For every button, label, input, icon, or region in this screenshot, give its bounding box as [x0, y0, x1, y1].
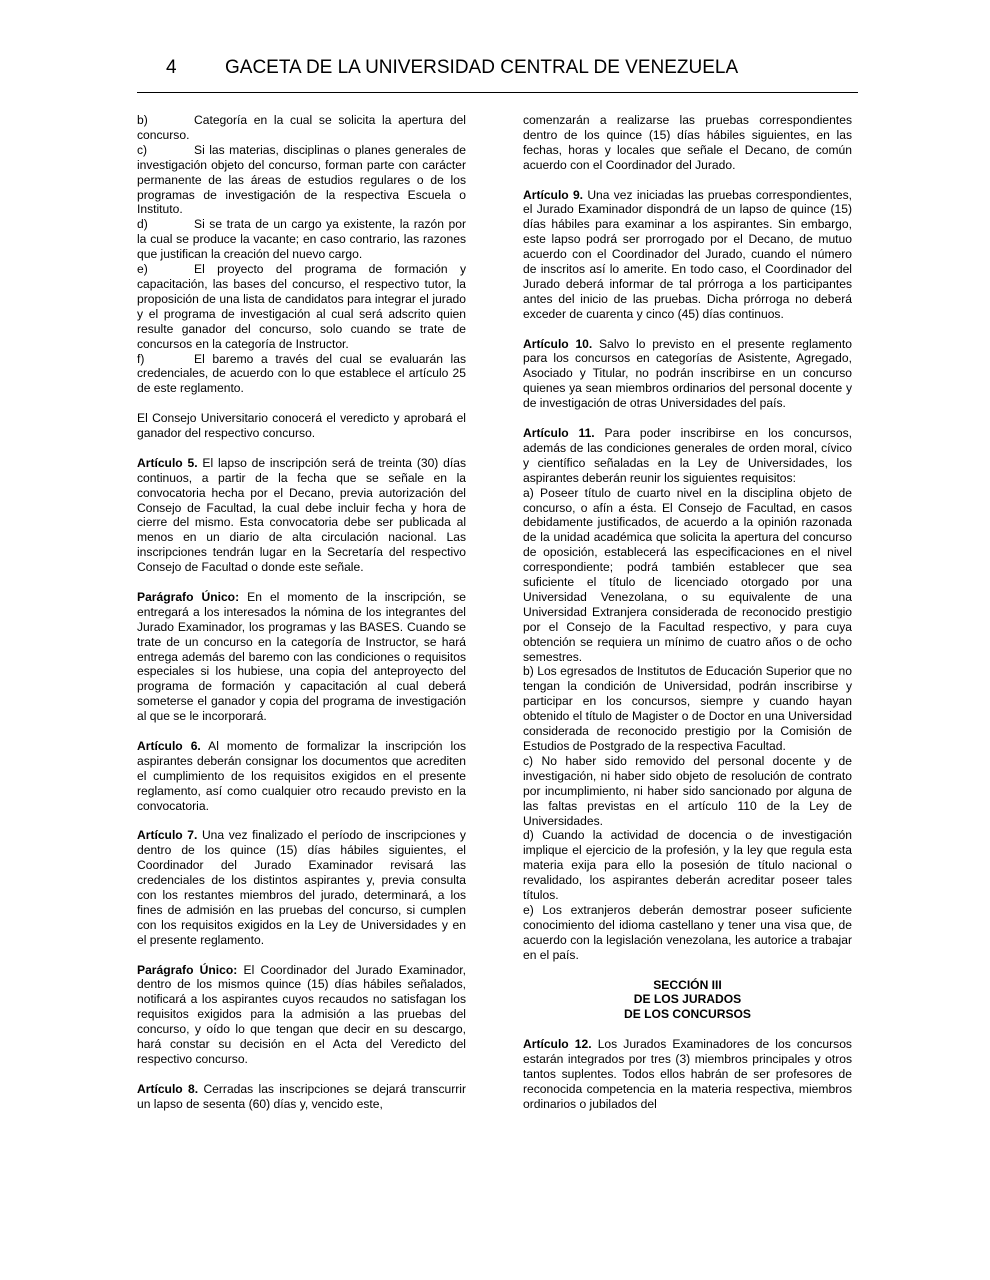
requirement-d: d) Cuando la actividad de docencia o de investigación implique el ejercicio de la profesión, y la ley que regula esta materia exija para ello la posesión de título nacional o revalidado, los aspirantes deberán acreditar poseer tales títulos. [523, 828, 852, 903]
article-heading: Artículo 7. [137, 828, 198, 843]
article-text: El Coordinador del Jurado Examinador, dentro de los mismos quince (15) días hábiles señalados, notificará a los aspirantes cuyos recaudos no satisfagan los requisitos exigidos para la admisión a las pruebas del concurso, y oído lo que tengan que decir en su descargo, hará constar su decisión en el Acta del Veredicto del respectivo concurso. [137, 962, 466, 1066]
left-column [137, 113, 466, 1112]
page-number: 4 [166, 57, 177, 78]
requirement-b: b) Los egresados de Institutos de Educación Superior que no tengan la condición de Universidad, podrán inscribirse y participar en los concursos, siempre y cuando hayan obtenido el título de Magister o de Doctor en una Universidad considerada de reconocido prestigio por la Comisión de Estudios de Postgrado de la respectiva Facultad. [523, 664, 852, 754]
article-text: El lapso de inscripción será de treinta (30) días continuos, a partir de la fecha que se señale en la convocatoria hecha por el Decano, previa autorización del Consejo de Facultad, la cual debe incluir fecha y hora de cierre del mismo. Esta convocatoria debe ser publicada al menos en un diario de alta circulación nacional. Las inscripciones tendrán lugar en la Secretaría del respectivo Consejo de Facultad o donde este señale. [137, 455, 466, 575]
right-column [523, 113, 852, 1112]
section-title-line-2: DE LOS CONCURSOS [624, 1007, 751, 1022]
article-8-continuation: comenzarán a realizarse las pruebas correspondientes dentro de los quince (15) días hábiles siguientes, en las fechas, horas y locales que señale el Decano, de común acuerdo con el Coordinador del Jurado. [523, 113, 852, 172]
article-text: Al momento de formalizar la inscripción los aspirantes deberán consignar los documentos que acrediten el cumplimiento de los requisitos exigidos en el presente reglamento, así como cualquier otro recaudo previsto en la convocatoria. [137, 739, 466, 813]
article-heading: Artículo 9. [523, 187, 584, 202]
paragraph-unico-5 [137, 590, 466, 724]
section-heading [523, 978, 852, 1023]
requirement-e: e) Los extranjeros deberán demostrar poseer suficiente conocimiento del idioma castellano y tener una visa que, de acuerdo con la legislación venezolana, les autorice a trabajar en el país. [523, 902, 852, 962]
article-12 [523, 1037, 852, 1112]
article-heading: Artículo 12. [523, 1037, 592, 1052]
article-text: Una vez iniciadas las pruebas correspondientes, el Jurado Examinador dispondrá de un lapso de quince (15) días hábiles para examinar a los aspirantes. Sin embargo, este lapso podrá ser prorrogado por el Decano, de mutuo acuerdo con el Coordinador del Jurado, cuando el número de inscritos así lo amerite. En todo caso, el Coordinador del Jurado deberá informar de tal prórroga a los participantes antes del inicio de las pruebas. Dicha prórroga no deberá exceder de cuarenta y cinco (45) días continuos. [523, 187, 852, 321]
publication-title: GACETA DE LA UNIVERSIDAD CENTRAL DE VENEZUELA [225, 57, 739, 78]
list-item-f [137, 352, 466, 397]
article-5 [137, 456, 466, 575]
list-item-d [137, 217, 466, 262]
item-label: d) [137, 217, 148, 232]
article-heading: Artículo 10. [523, 336, 593, 351]
article-8 [137, 1082, 466, 1112]
article-text: Los Jurados Examinadores de los concursos estarán integrados por tres (3) miembros principales y otros tantos suplentes. Todos ellos habrán de ser profesores de reconocida competencia en la materia respectiva, miembros ordinarios o jubilados del [523, 1037, 852, 1111]
article-heading: Artículo 11. [523, 425, 595, 440]
article-11 [523, 426, 852, 486]
list-item-e [137, 262, 466, 351]
list-item-b [137, 113, 466, 143]
item-label: e) [137, 262, 148, 277]
article-text: Para poder inscribirse en los concursos, además de las condiciones generales de orden moral, cívico y científico señaladas en la Ley de Universidades, los aspirantes deberán reunir los siguientes requisitos: [523, 425, 852, 485]
section-number: SECCIÓN III [653, 977, 722, 992]
item-text: Categoría en la cual se solicita la apertura del concurso. [137, 113, 466, 142]
list-item-c [137, 143, 466, 218]
article-heading: Parágrafo Único: [137, 962, 238, 977]
article-10 [523, 337, 852, 412]
article-heading: Artículo 6. [137, 739, 201, 753]
item-text: El baremo a través del cual se evaluarán las credenciales, de acuerdo con lo que establece el artículo 25 de este reglamento. [137, 351, 466, 396]
article-text: Una vez finalizado el período de inscripciones y dentro de los quince (15) días hábiles siguientes, el Coordinador del Jurado Examinador revisará las credenciales de los distintos aspirantes y, previa consulta con los restantes miembros del jurado, determinará, a los fines de admisión en las pruebas del concurso, si cumplen con los requisitos exigidos en la Ley de Universidades y en el presente reglamento. [137, 828, 466, 947]
requirement-a: a) Poseer título de cuarto nivel en la disciplina objeto de concurso, o afín a ésta. El Consejo de Facultad, en casos debidamente justificados, de acuerdo a la opinión razonada de la unidad académica que solicita la apertura del concurso de oposición, establecerá las especificaciones en el nivel correspondiente; podrá también establecer que sea suficiente el título de licenciado otorgado por una Universidad Venezolana, o su equivalente de una Universidad Extranjera considerada de reconocido prestigio por el Consejo de la Facultad respectivo, y para cuya obtención se requiera un mínimo de cuatro años o de ocho semestres. [523, 485, 852, 664]
article-7 [137, 828, 466, 947]
article-6 [137, 739, 466, 814]
paragraph-unico-7 [137, 963, 466, 1067]
page-header [137, 56, 858, 93]
article-text: Salvo lo previsto en el presente reglamento para los concursos en categorías de Asistente, Agregado, Asociado y Titular, no podrán inscribirse en un concurso quienes ya sean miembros ordinarios del personal docente y de investigación de otras Universidades del país. [523, 336, 852, 411]
article-text: Cerradas las inscripciones se dejará transcurrir un lapso de sesenta (60) días y, vencido este, [137, 1081, 466, 1111]
item-text: Si las materias, disciplinas o planes generales de investigación objeto del concurso, forman parte con carácter permanente de las áreas de estudios regulares o de los programas de investigación de la respectiva Escuela o Instituto. [137, 142, 466, 217]
requirement-c: c) No haber sido removido del personal docente y de investigación, ni haber sido objeto de resolución de contrato por incumplimiento, ni haber sido sancionado por alguna de las faltas previstas en el artículo 110 de la Ley de Universidades. [523, 753, 852, 828]
item-text: Si se trata de un cargo ya existente, la razón por la cual se produce la vacante; en caso contrario, las razones que justifican la creación del nuevo cargo. [137, 217, 466, 262]
article-heading: Artículo 5. [137, 455, 198, 470]
section-title-line-1: DE LOS JURADOS [633, 992, 742, 1007]
item-text: El proyecto del programa de formación y capacitación, las bases del concurso, el respectivo tutor, la proposición de una lista de candidatos para integrar el jurado y el programa de investigación al cual será adscrito quien resulte ganador del concurso, solo cuando se trate de concursos en la categoría de Instructor. [137, 262, 466, 351]
paragraph-consejo: El Consejo Universitario conocerá el veredicto y aprobará el ganador del respectivo concurso. [137, 411, 466, 441]
article-9 [523, 188, 852, 322]
item-label: f) [137, 351, 145, 366]
article-heading: Artículo 8. [137, 1081, 199, 1096]
article-heading: Parágrafo Único: [137, 589, 240, 604]
item-label: c) [137, 142, 148, 157]
item-label: b) [137, 113, 148, 127]
article-text: En el momento de la inscripción, se entregará a los interesados la nómina de los integrantes del Jurado Examinador, los programas y las BASES. Cuando se trate de un concurso en la categoría de Instructor, se hará entrega además del baremo con las condiciones o requisitos especiales si los hubiese, una copia del anteproyecto del programa de formación y capacitación al cual deberá someterse el ganador y copia del programa de investigación al que se le incorporará. [137, 589, 466, 724]
